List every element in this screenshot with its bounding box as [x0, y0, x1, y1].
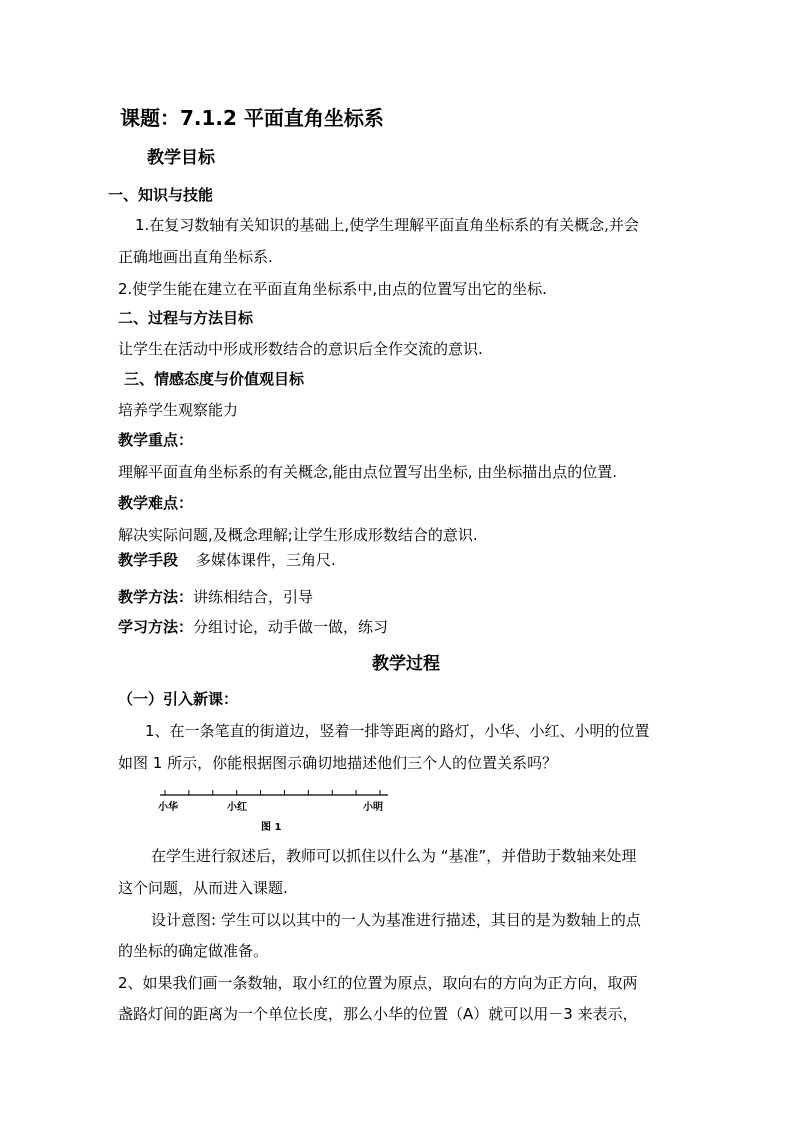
- intro-para-1-line-2: 如图 1 所示，你能根据图示确切地描述他们三个人的位置关系吗？: [118, 754, 558, 772]
- intro-para-4-line-1: 2、如果我们画一条数轴，取小红的位置为原点，取向右的方向为正方向，取两: [118, 974, 638, 992]
- teaching-means-label: 教学手段: [118, 551, 179, 569]
- section-1-para-1-line-2: 正确地画出直角坐标系.: [118, 248, 273, 266]
- intro-heading: （一）引入新课：: [118, 690, 239, 708]
- teaching-method-label: 教学方法：: [118, 588, 194, 606]
- section-2-heading: 二、过程与方法目标: [118, 309, 254, 327]
- section-1-para-2: 2.使学生能在建立在平面直角坐标系中,由点的位置写出它的坐标.: [118, 280, 547, 298]
- label-xiaoming: 小明: [363, 802, 383, 813]
- difficulty-label: 教学难点：: [118, 494, 194, 512]
- street-lamp-diagram: [155, 784, 395, 834]
- study-method-label: 学习方法：: [118, 618, 194, 636]
- process-heading: 教学过程: [372, 654, 440, 674]
- study-method-text: 分组讨论，动手做一做，练习: [193, 618, 389, 636]
- lamp-ticks: [165, 790, 380, 795]
- key-points-label: 教学重点：: [118, 431, 194, 449]
- figure-1: [155, 784, 395, 834]
- teaching-means-text: 多媒体课件，三角尺.: [196, 551, 336, 569]
- section-2-para: 让学生在活动中形成形数结合的意识后全作交流的意识.: [118, 340, 483, 358]
- teaching-method-text: 讲练相结合，引导: [193, 588, 314, 606]
- intro-para-2-line-1: 在学生进行叙述后，教师可以抓住以什么为 “基准”，并借助于数轴来处理: [151, 847, 637, 865]
- intro-para-3-line-1: 设计意图: 学生可以以其中的一人为基准进行描述，其目的是为数轴上的点: [151, 911, 641, 929]
- intro-para-2-line-2: 这个问题，从而进入课题.: [118, 879, 288, 897]
- teaching-means-row: [118, 553, 336, 568]
- intro-para-4-line-2: 盏路灯间的距离为一个单位长度，那么小华的位置（A）就可以用－3 来表示，: [118, 1005, 638, 1023]
- label-xiaohong: 小红: [227, 802, 247, 813]
- key-points-text: 理解平面直角坐标系的有关概念,能由点位置写出坐标, 由坐标描出点的位置.: [118, 463, 618, 481]
- intro-para-3-line-2: 的坐标的确定做准备。: [118, 942, 269, 960]
- difficulty-text: 解决实际问题,及概念理解;让学生形成形数结合的意识.: [118, 526, 478, 544]
- study-method-row: [118, 620, 388, 635]
- page-title: 课题：7.1.2 平面直角坐标系: [120, 106, 384, 130]
- goals-heading: 教学目标: [147, 148, 215, 168]
- section-1-heading: 一、知识与技能: [108, 186, 214, 204]
- section-1-para-1-line-1: 1.在复习数轴有关知识的基础上,使学生理解平面直角坐标系的有关概念,并会: [135, 216, 639, 234]
- figure-caption: 图 1: [261, 822, 282, 833]
- teaching-method-row: [118, 590, 313, 605]
- intro-para-1-line-1: 1、在一条笔直的街道边，竖着一排等距离的路灯，小华、小红、小明的位置: [145, 722, 650, 740]
- section-3-heading: 三、情感态度与价值观目标: [124, 370, 305, 388]
- section-3-para: 培养学生观察能力: [118, 401, 239, 419]
- label-xiaohua: 小华: [158, 802, 178, 813]
